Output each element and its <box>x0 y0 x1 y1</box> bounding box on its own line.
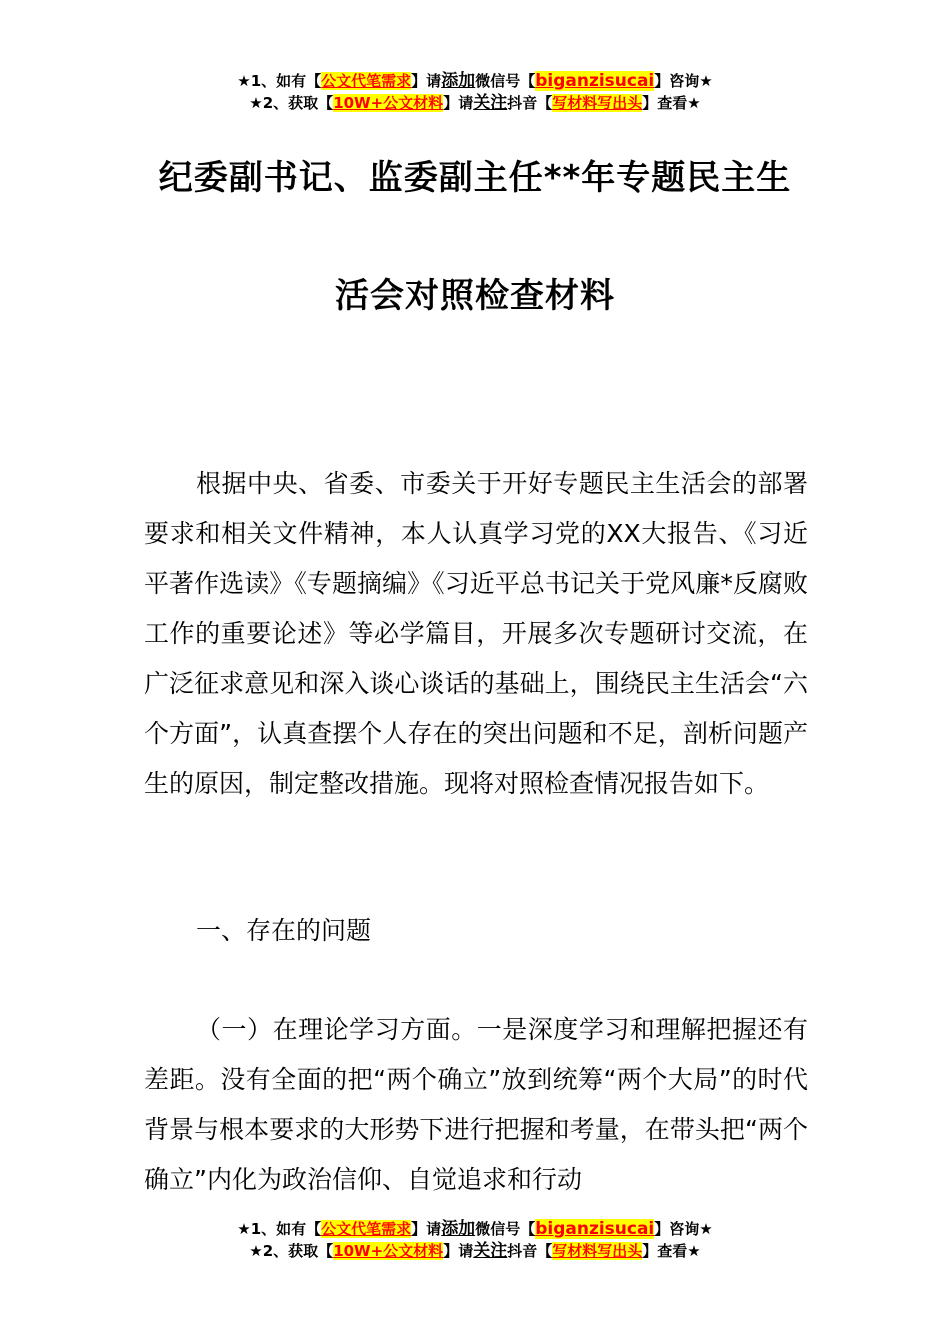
banner-line-2 <box>0 92 950 114</box>
body-paragraph-intro: 根据中央、省委、市委关于开好专题民主生活会的部署要求和相关文件精神，本人认真学习党的XX大报告、《习近平著作选读》《专题摘编》《习近平总书记关于党风廉*反腐败工作的重要论述》等必学篇目，开展多次专题研讨交流，在广泛征求意见和深入谈心谈话的基础上，围绕民主生活会“六个方面”，认真查摆个人存在的突出问题和不足，剖析问题产生的原因，制定整改措施。现将对照检查情况报告如下。 <box>144 469 808 798</box>
banner-highlight: 公文代笔需求 <box>321 72 412 90</box>
banner-text: 】咨询★ <box>654 72 713 90</box>
banner-text: 抖音【 <box>507 94 553 112</box>
banner-line-1 <box>0 1218 950 1240</box>
banner-text: 微信号【 <box>475 1220 536 1238</box>
body-paragraph-theory: （一）在理论学习方面。一是深度学习和理解把握还有差距。没有全面的把“两个确立”放到统筹“两个大局”的时代背景与根本要求的大形势下进行把握和考量，在带头把“两个确立”内化为政治信仰、自觉追求和行动 <box>144 1015 808 1194</box>
banner-text: 抖音【 <box>507 1242 553 1260</box>
banner-text: 】查看★ <box>642 94 701 112</box>
banner-text: 】咨询★ <box>654 1220 713 1238</box>
banner-text: 】请 <box>443 94 474 112</box>
banner-emphasis: 添加 <box>441 71 476 91</box>
banner-wechat-id: biganzisucai <box>535 1219 655 1239</box>
banner-wechat-id: biganzisucai <box>535 71 655 91</box>
document-title-line-2: 活会对照检查材料 <box>335 276 615 316</box>
banner-line-1 <box>0 70 950 92</box>
banner-douyin-id: 写材料写出头 <box>552 94 643 112</box>
banner-emphasis: 关注 <box>473 93 508 113</box>
banner-highlight: 10W+公文材料 <box>333 94 444 112</box>
banner-highlight: 10W+公文材料 <box>333 1242 444 1260</box>
document-title-line-1: 纪委副书记、监委副主任**年专题民主生 <box>158 158 792 198</box>
banner-highlight: 公文代笔需求 <box>321 1220 412 1238</box>
banner-text: ★1、如有【 <box>237 72 322 90</box>
section-heading: 一、存在的问题 <box>196 916 372 945</box>
header-banner <box>0 70 950 114</box>
banner-text: ★2、获取【 <box>249 1242 334 1260</box>
banner-emphasis: 关注 <box>473 1241 508 1261</box>
banner-text: 】请 <box>411 1220 442 1238</box>
banner-line-2 <box>0 1240 950 1262</box>
banner-text: 】查看★ <box>642 1242 701 1260</box>
banner-text: 微信号【 <box>475 72 536 90</box>
banner-text: 】请 <box>411 72 442 90</box>
footer-banner <box>0 1218 950 1262</box>
banner-text: ★2、获取【 <box>249 94 334 112</box>
banner-text: 】请 <box>443 1242 474 1260</box>
banner-text: ★1、如有【 <box>237 1220 322 1238</box>
banner-douyin-id: 写材料写出头 <box>552 1242 643 1260</box>
banner-emphasis: 添加 <box>441 1219 476 1239</box>
